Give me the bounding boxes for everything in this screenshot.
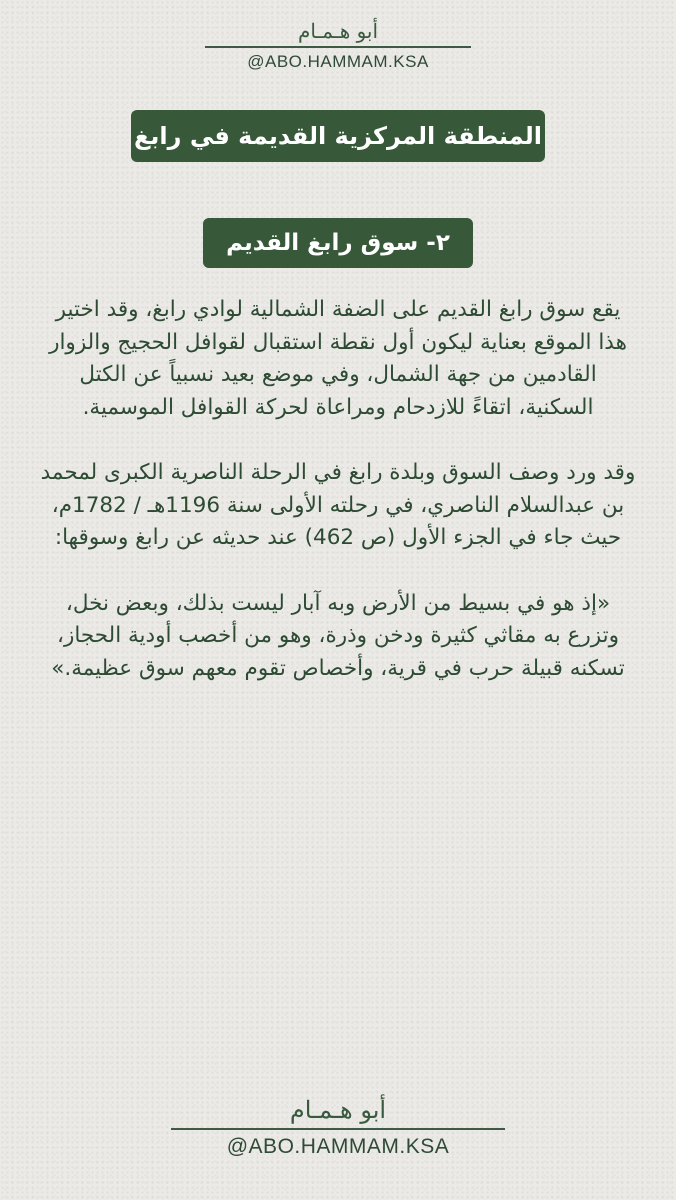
signature-bottom [0, 1094, 676, 1161]
signature-handle: @ABO.HAMMAM.KSA [226, 1135, 450, 1158]
quote-paragraph: «إذ هو في بسيط من الأرض وبه آبار ليست بذلك، وبعض نخل، وتزرع به مقاثي كثيرة ودخن وذرة، وهو من أخصب أودية الحجاز، تسكنه قبيلة حرب في قرية، وأخصاص تقوم معهم سوق عظيمة.» [51, 590, 625, 681]
article-body [40, 294, 636, 685]
signature-top [0, 18, 676, 73]
signature-name: أبو هـمـام [289, 1096, 387, 1124]
signature-handle: @ABO.HAMMAM.KSA [247, 52, 429, 71]
title-banner: المنطقة المركزية القديمة في رابغ [131, 110, 545, 162]
signature-name: أبو هـمـام [297, 19, 379, 43]
signature-divider [171, 1128, 505, 1130]
paragraph-2: وقد ورد وصف السوق وبلدة رابغ في الرحلة الناصرية الكبرى لمحمد بن عبدالسلام الناصري، في رحلته الأولى سنة 1196هـ / 1782م، حيث جاء في الجزء الأول (ص 462) عند حديثه عن رابغ وسوقها: [40, 460, 636, 550]
signature-divider [205, 46, 471, 48]
paragraph-1: يقع سوق رابغ القديم على الضفة الشمالية لوادي رابغ، وقد اختير هذا الموقع بعناية ليكون أول نقطة استقبال لقوافل الحجيج والزوار القادمين من جهة الشمال، وفي موضع بعيد نسبياً عن الكتل السكنية، اتقاءً للازدحام ومراعاة لحركة القوافل الموسمية. [49, 297, 627, 420]
section-title-banner: ٢- سوق رابغ القديم [203, 218, 473, 268]
